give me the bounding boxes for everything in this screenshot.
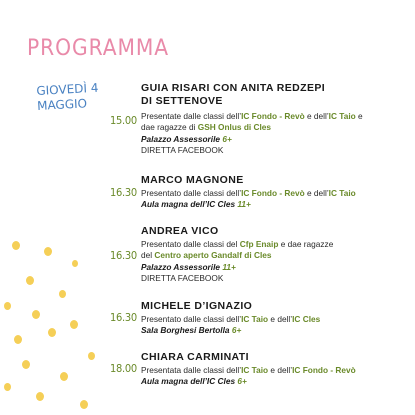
school-name: IC Taio (328, 111, 356, 121)
event-name (141, 300, 401, 313)
age-badge: 11+ (237, 199, 251, 210)
event-time: 16.30 (110, 311, 137, 324)
event-description: Presentate dalle classi dell’IC Fondo - Revò e dell’IC Taio e dae ragazze di GSH Onlus di Cles Palazzo Assessorile 6+ DIRETTA FACEBOOK (141, 111, 406, 157)
age-badge: 6+ (231, 325, 242, 336)
decorative-dot (26, 276, 34, 285)
school-name: Centro aperto Gandalf di Cles (154, 250, 272, 261)
event-name-line: ANDREA VICO (141, 225, 219, 237)
event-venue: Sala Borghesi Bertolla 6+ (141, 325, 242, 336)
event-time: 16.30 (110, 186, 137, 199)
event-name-line: GUIA RISARI CON ANITA REDZEPI (141, 82, 326, 94)
event-extra: DIRETTA FACEBOOK (141, 273, 224, 284)
event-description: Presentato dalle classi dell’IC Taio e dell’IC Cles Sala Borghesi Bertolla 6+ (141, 314, 406, 337)
decorative-dot (44, 247, 52, 256)
event-description: Presentato dalle classi dell’IC Fondo - Revò e dell’IC Taio Aula magna dell’IC Cles 11+ (141, 188, 406, 211)
page-title: PROGRAMMA (27, 36, 170, 61)
event-name-line: MICHELE D’IGNAZIO (141, 300, 253, 312)
event-description: Presentato dalle classi del Cfp Enaip e dae ragazze del Centro aperto Gandalf di Cles Palazzo Assessorile 11+ DIRETTA FACEBOOK (141, 239, 406, 285)
decorative-dot (14, 335, 22, 344)
day-line-1: GIOVEDÌ 4 (36, 80, 99, 98)
school-name: IC Fondo - Revò (241, 188, 305, 198)
school-name: IC Fondo - Revò (241, 111, 305, 121)
school-name: IC Taio (328, 188, 356, 198)
school-name: Cfp Enaip (239, 239, 279, 249)
decorative-dot (22, 360, 30, 369)
event-name (141, 174, 401, 187)
decorative-dot (60, 372, 68, 381)
event-venue: Palazzo Assessorile 11+ (141, 261, 236, 272)
event-venue: Aula magna dell’IC Cles 11+ (141, 199, 251, 210)
decorative-dot (48, 328, 56, 337)
school-name: IC Taio (241, 365, 269, 375)
day-heading (36, 80, 107, 114)
age-badge: 6+ (222, 133, 232, 144)
decorative-dot (80, 400, 88, 409)
event-extra: DIRETTA FACEBOOK (141, 145, 224, 156)
school-name: GSH Onlus di Cles (197, 122, 272, 133)
event-name (141, 351, 401, 364)
event-name-line: DI SETTENOVE (141, 95, 223, 107)
event-time: 16.30 (110, 249, 137, 262)
decorative-dot (12, 241, 20, 250)
event-time: 18.00 (110, 362, 137, 375)
decorative-dot (59, 290, 66, 298)
decorative-dot (70, 320, 78, 329)
event-name-line: MARCO MAGNONE (141, 174, 244, 186)
event-time: 15.00 (110, 114, 137, 127)
decorative-dot (36, 392, 44, 401)
event-venue: Aula magna dell’IC Cles 6+ (141, 376, 247, 387)
decorative-dot (4, 383, 11, 391)
school-name: IC Taio (241, 314, 269, 324)
age-badge: 11+ (222, 261, 236, 272)
decorative-dot (32, 310, 40, 319)
decorative-dot (72, 260, 78, 267)
decorative-dot (4, 302, 11, 310)
age-badge: 6+ (237, 376, 247, 387)
school-name: IC Fondo - Revò (292, 365, 356, 375)
event-name (141, 82, 401, 108)
school-name: IC Cles (292, 314, 321, 324)
decorative-dot (88, 352, 95, 360)
event-venue: Palazzo Assessorile 6+ (141, 133, 232, 144)
event-description: Presentata dalle classi dell’IC Taio e dell’IC Fondo - Revò Aula magna dell’IC Cles 6+ (141, 365, 406, 388)
day-line-2: MAGGIO (36, 96, 88, 113)
event-name-line: CHIARA CARMINATI (141, 351, 249, 363)
event-name (141, 225, 401, 238)
